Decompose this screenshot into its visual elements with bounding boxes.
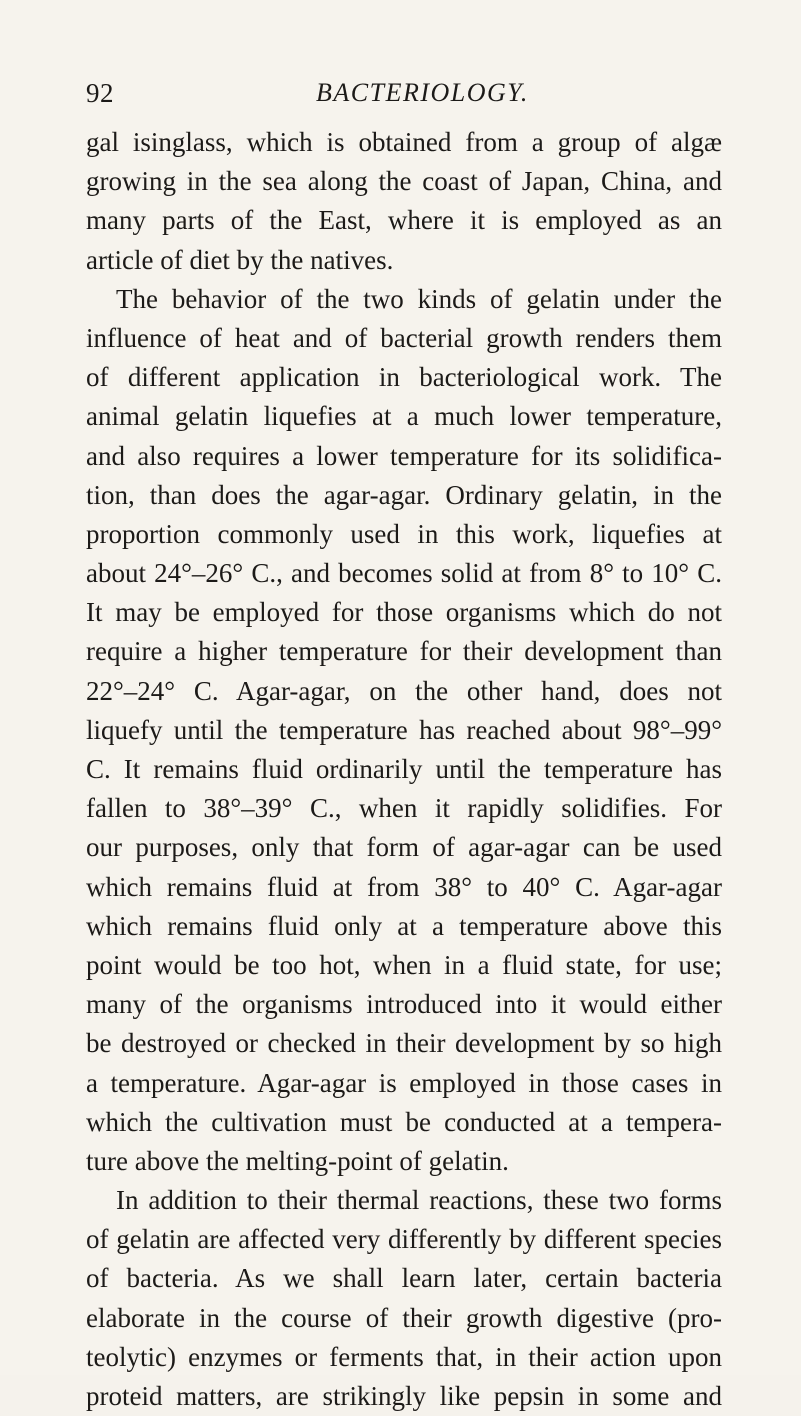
text-line: our purposes, only that form of agar-agar can be used	[86, 832, 722, 863]
text-line: article of diet by the natives.	[86, 244, 394, 275]
text-line: and also requires a lower temperature for its solidifica-	[86, 440, 722, 471]
text-line: require a higher temperature for their development than	[86, 636, 722, 667]
text-line: many of the organisms introduced into it would either	[86, 989, 722, 1020]
text-line: It may be employed for those organisms which do not	[86, 597, 722, 628]
text-line: C. It remains fluid ordinarily until the temperature has	[86, 754, 722, 784]
text-line: which the cultivation must be conducted at a tempera-	[86, 1106, 722, 1137]
text-line: tion, than does the agar-agar. Ordinary gelatin, in the	[86, 479, 722, 510]
text-line: which remains fluid only at a temperature above this	[86, 910, 722, 941]
text-line: of bacteria. As we shall learn later, certain bacteria	[86, 1263, 722, 1294]
body-text	[86, 123, 722, 1416]
text-line: teolytic) enzymes or ferments that, in their action upon	[86, 1341, 722, 1372]
text-line: The behavior of the two kinds of gelatin under the	[116, 283, 722, 314]
text-line: proteid matters, are strikingly like pepsin in some and	[86, 1381, 722, 1411]
page-number: 92	[86, 78, 114, 108]
text-line: ture above the melting-point of gelatin.	[86, 1145, 509, 1176]
text-line: growing in the sea along the coast of Japan, China, and	[86, 166, 722, 197]
text-line: animal gelatin liquefies at a much lower temperature,	[86, 401, 722, 432]
text-line: In addition to their thermal reactions, these two forms	[116, 1185, 722, 1216]
text-line: 22°–24° C. Agar-agar, on the other hand, does not	[86, 675, 722, 706]
text-line: which remains fluid at from 38° to 40° C. Agar-agar	[86, 871, 722, 902]
text-line: a temperature. Agar-agar is employed in those cases in	[86, 1067, 722, 1098]
text-line: elaborate in the course of their growth digestive (pro-	[86, 1302, 722, 1333]
text-line: many parts of the East, where it is employed as an	[86, 205, 722, 236]
text-line: influence of heat and of bacterial growth renders them	[86, 322, 722, 353]
running-head: BACTERIOLOGY.	[316, 78, 529, 107]
text-line: fallen to 38°–39° C., when it rapidly solidifies. For	[86, 793, 722, 824]
text-line: point would be too hot, when in a fluid state, for use;	[86, 949, 722, 980]
page-header	[86, 78, 720, 114]
text-line: about 24°–26° C., and becomes solid at from 8° to 10° C.	[86, 558, 722, 589]
text-line: liquefy until the temperature has reached about 98°–99°	[86, 714, 722, 745]
text-line: of gelatin are affected very differently by different species	[86, 1224, 722, 1255]
text-line: gal isinglass, which is obtained from a group of algæ	[86, 127, 722, 157]
text-line: be destroyed or checked in their development by so high	[86, 1028, 722, 1059]
text-line: proportion commonly used in this work, liquefies at	[86, 518, 722, 549]
text-line: of different application in bacteriological work. The	[86, 362, 722, 393]
